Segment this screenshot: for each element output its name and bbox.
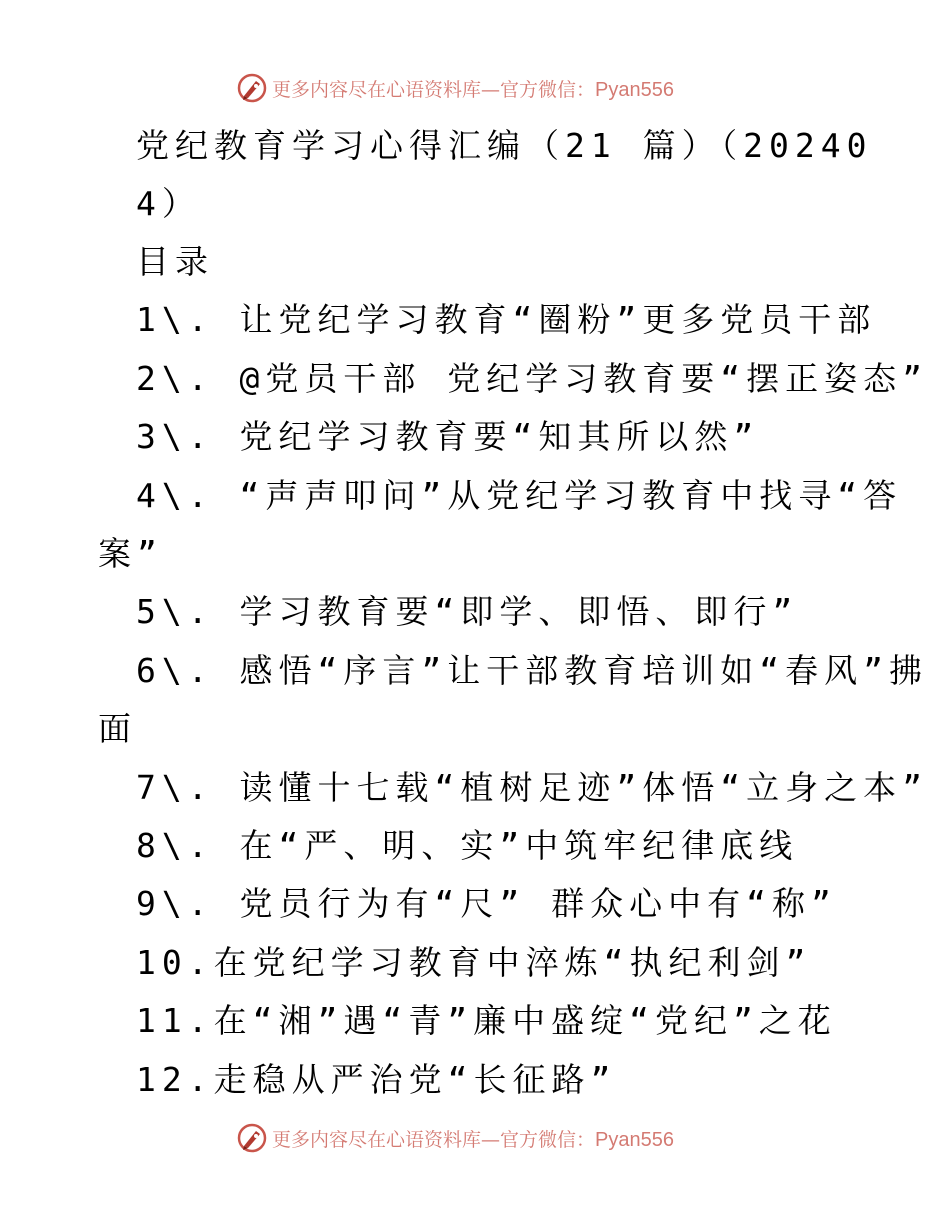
watermark-text: 更多内容尽在心语资料库—官方微信： xyxy=(272,78,596,101)
document-title-line-2: 4） xyxy=(136,184,201,223)
header-watermark xyxy=(236,72,674,104)
pen-logo-icon xyxy=(236,1122,268,1154)
toc-item: 5\. 学习教育要“即学、即悟、即行” xyxy=(136,592,799,631)
toc-item: 9\. 党员行为有“尺” 群众心中有“称” xyxy=(136,884,837,923)
toc-item: 12.走稳从严治党“长征路” xyxy=(136,1060,617,1099)
toc-item: 6\. 感悟“序言”让干部教育培训如“春风”拂 xyxy=(136,651,928,690)
footer-watermark xyxy=(236,1122,674,1154)
toc-item-continuation: 案” xyxy=(98,534,163,573)
toc-item: 11.在“湘”遇“青”廉中盛绽“党纪”之花 xyxy=(136,1001,837,1040)
watermark-text: 更多内容尽在心语资料库—官方微信： xyxy=(272,1128,596,1151)
watermark-wechat-id: Pyan556 xyxy=(595,1128,674,1151)
toc-heading: 目录 xyxy=(136,242,214,281)
toc-item: 1\. 让党纪学习教育“圈粉”更多党员干部 xyxy=(136,300,877,339)
toc-item: 8\. 在“严、明、实”中筑牢纪律底线 xyxy=(136,826,799,865)
watermark-wechat-id: Pyan556 xyxy=(595,78,674,101)
toc-item: 7\. 读懂十七载“植树足迹”体悟“立身之本” xyxy=(136,768,928,807)
toc-item: 10.在党纪学习教育中淬炼“执纪利剑” xyxy=(136,943,812,982)
pen-logo-icon xyxy=(236,72,268,104)
toc-item: 2\. @党员干部 党纪学习教育要“摆正姿态” xyxy=(136,359,928,398)
document-title-line-1: 党纪教育学习心得汇编（21 篇）（20240 xyxy=(136,126,873,165)
toc-item-continuation: 面 xyxy=(98,709,137,748)
toc-item: 3\. 党纪学习教育要“知其所以然” xyxy=(136,417,760,456)
toc-item: 4\. “声声叩问”从党纪学习教育中找寻“答 xyxy=(136,476,903,515)
